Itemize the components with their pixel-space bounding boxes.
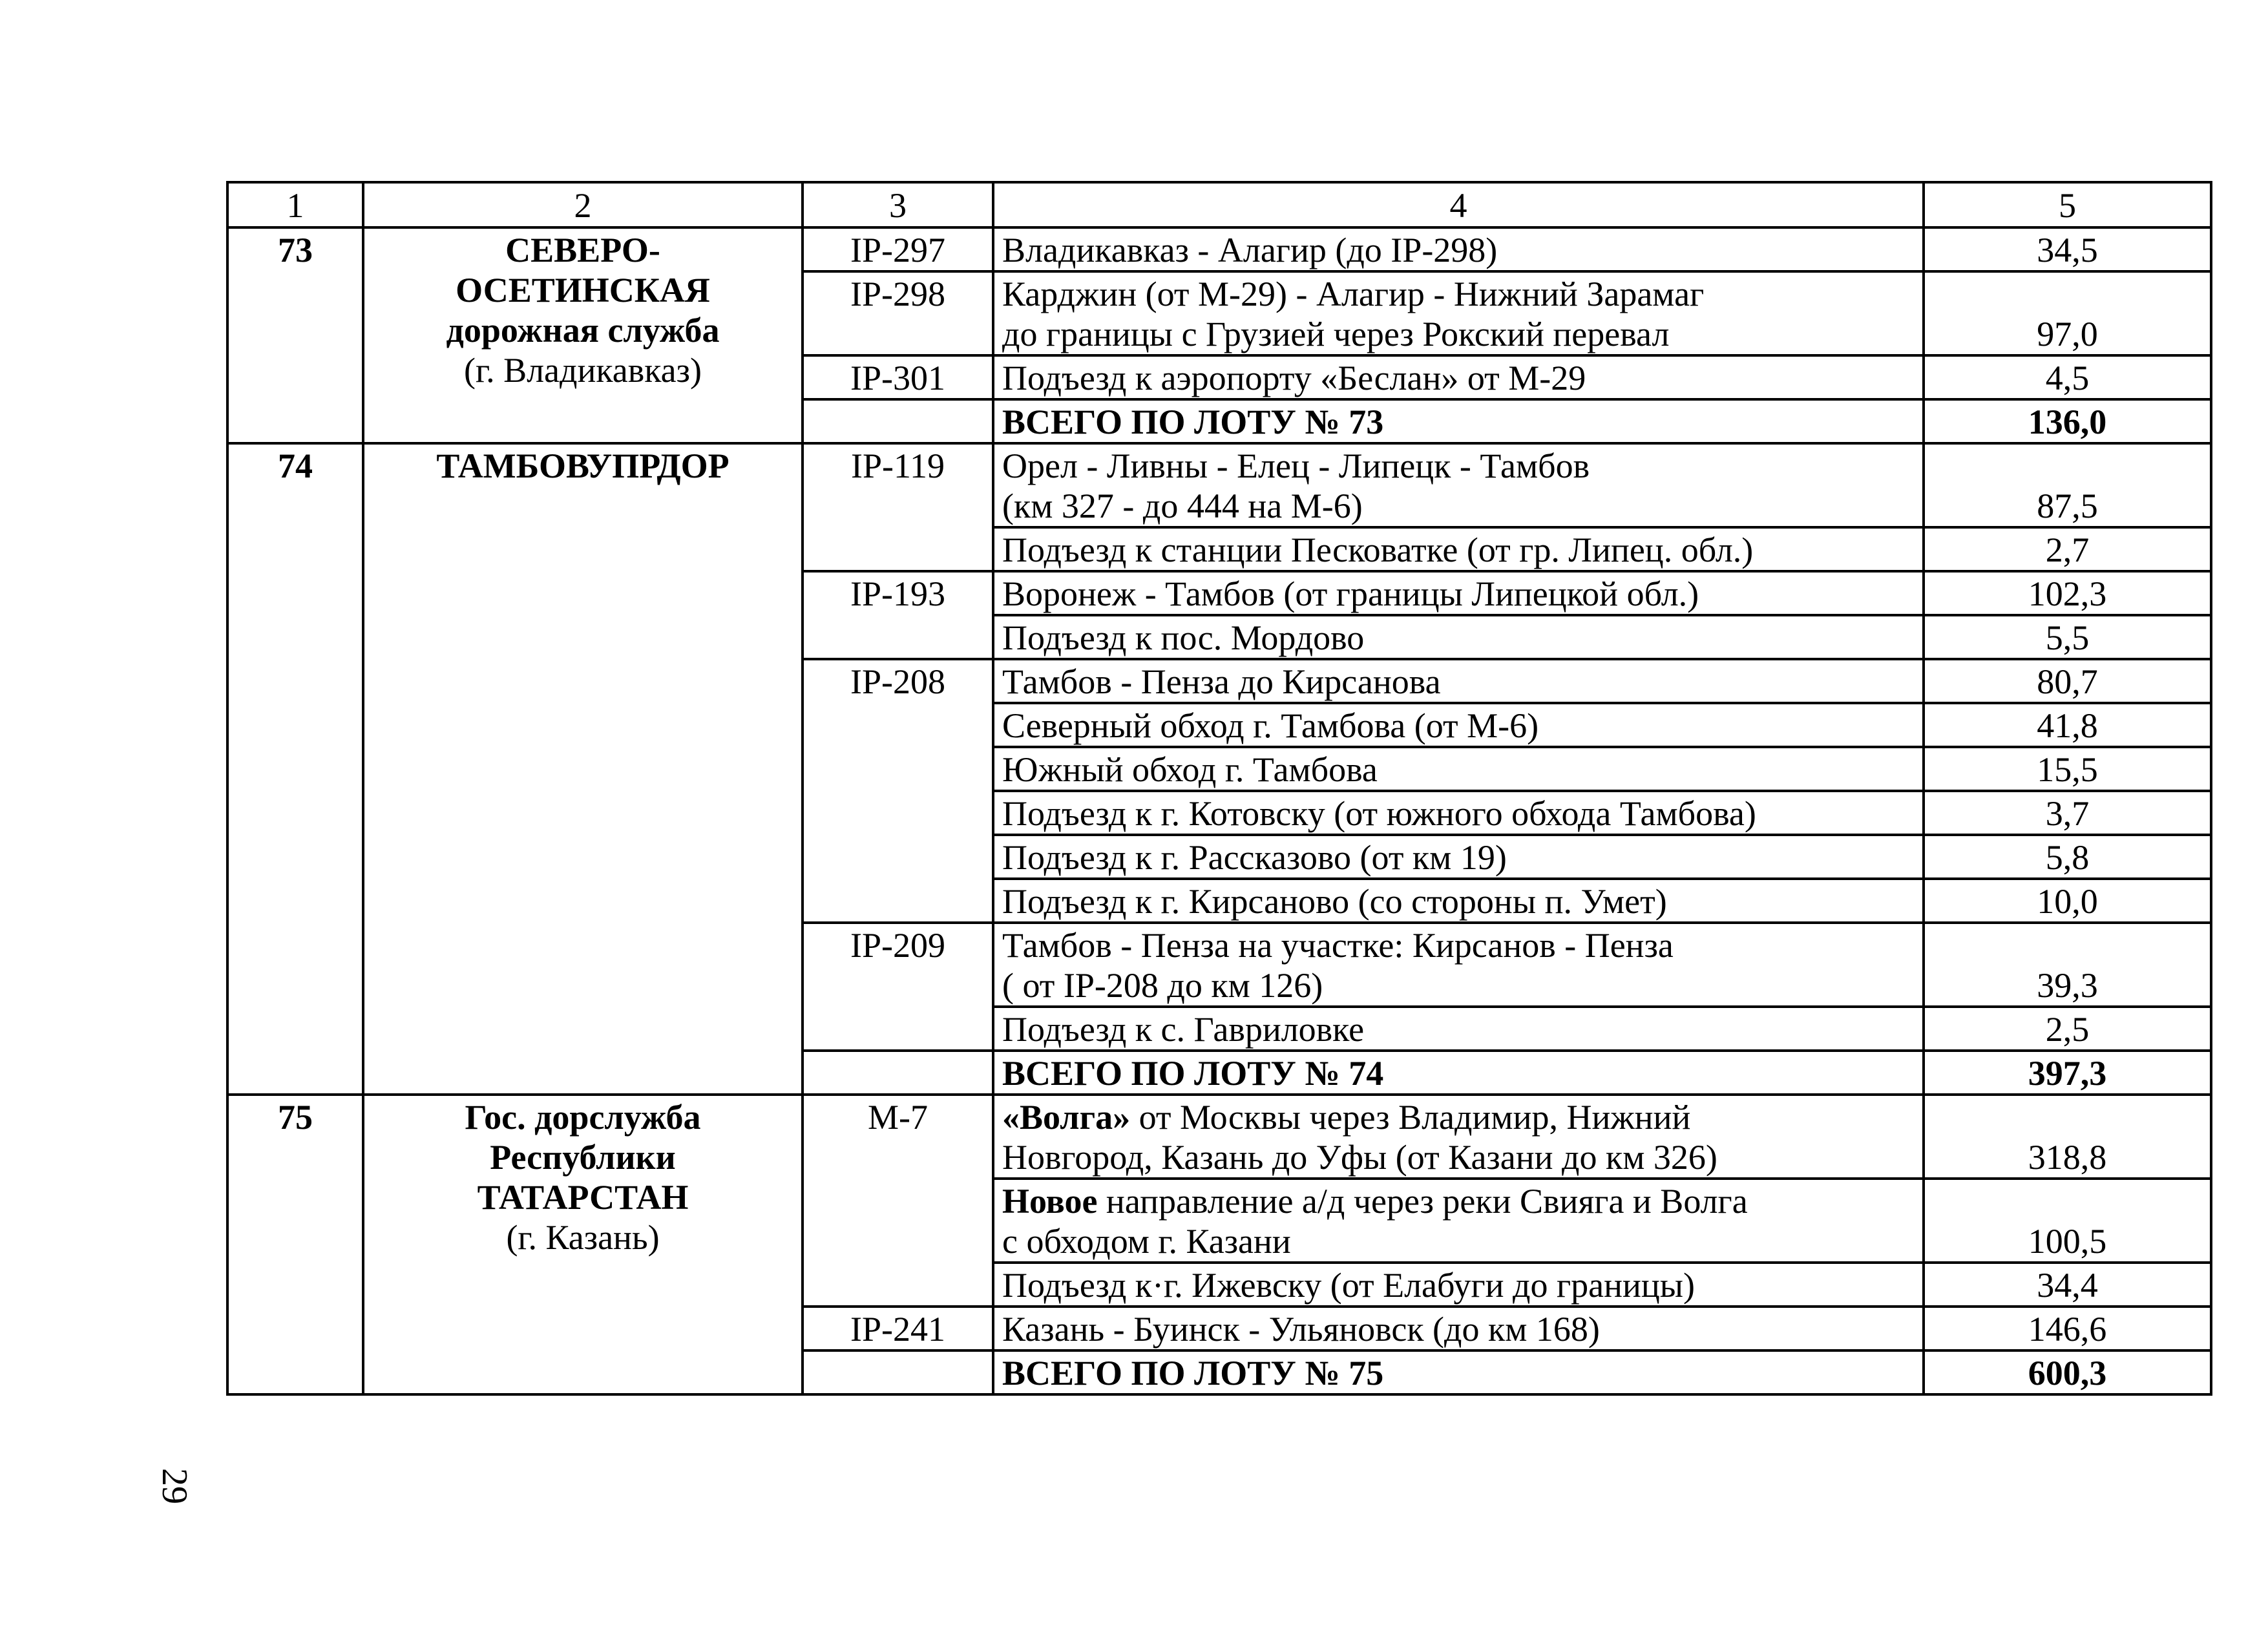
organization-line: ОСЕТИНСКАЯ xyxy=(456,271,710,310)
road-length: 146,6 xyxy=(1924,1307,2211,1350)
road-length: 80,7 xyxy=(1924,659,2211,703)
header-row xyxy=(227,182,2211,227)
lot-organization xyxy=(363,443,803,1095)
road-name-line: Подъезд к пос. Мордово xyxy=(1002,618,1365,657)
road-name-line: до границы с Грузией через Рокский перевал xyxy=(1002,315,1670,353)
road-name-line xyxy=(1002,1097,1915,1137)
road-name xyxy=(993,703,1924,747)
road-length: 2,5 xyxy=(1924,1007,2211,1051)
road-length: 2,7 xyxy=(1924,527,2211,571)
road-name xyxy=(993,879,1924,923)
road-name xyxy=(993,271,1924,355)
road-name-line: Тамбов - Пенза до Кирсанова xyxy=(1002,662,1441,701)
road-name-line: Южный обход г. Тамбова xyxy=(1002,750,1378,789)
road-length: 39,3 xyxy=(1924,923,2211,1007)
lot-organization xyxy=(363,227,803,443)
header-col-5: 5 xyxy=(1924,182,2211,227)
road-name xyxy=(993,1179,1924,1263)
header-col-2: 2 xyxy=(363,182,803,227)
lot-organization xyxy=(363,1095,803,1394)
organization-line: ТАМБОВУПРДОР xyxy=(436,446,730,485)
organization-line: СЕВЕРО- xyxy=(505,231,660,269)
road-code: IP-241 xyxy=(803,1307,993,1350)
total-code-empty xyxy=(803,1350,993,1394)
table-row xyxy=(227,227,2211,271)
header-col-1: 1 xyxy=(227,182,363,227)
road-name-text: от Москвы через Владимир, Нижний xyxy=(1130,1098,1691,1137)
road-name-line: Казань - Буинск - Ульяновск (до км 168) xyxy=(1002,1310,1600,1349)
road-name-line: Северный обход г. Тамбова (от М-6) xyxy=(1002,706,1539,745)
road-name xyxy=(993,615,1924,659)
road-length: 41,8 xyxy=(1924,703,2211,747)
road-name xyxy=(993,1095,1924,1179)
organization-line: (г. Владикавказ) xyxy=(464,351,702,390)
road-name-line: Подъезд к г. Кирсаново (со стороны п. Умет) xyxy=(1002,882,1667,921)
road-name-line: ( от IP-208 до км 126) xyxy=(1002,966,1323,1005)
road-length: 3,7 xyxy=(1924,791,2211,835)
road-name xyxy=(993,571,1924,615)
road-code: М-7 xyxy=(803,1095,993,1307)
organization-line: Гос. дорслужба xyxy=(465,1098,701,1137)
road-name xyxy=(993,355,1924,399)
road-code: IP-119 xyxy=(803,443,993,571)
lot-number: 73 xyxy=(227,227,363,443)
road-code: IP-298 xyxy=(803,271,993,355)
total-code-empty xyxy=(803,399,993,443)
total-code-empty xyxy=(803,1051,993,1095)
road-length: 5,8 xyxy=(1924,835,2211,879)
road-name-line: Орел - Ливны - Елец - Липецк - Тамбов xyxy=(1002,446,1590,485)
header-col-4: 4 xyxy=(993,182,1924,227)
road-name-line: Воронеж - Тамбов (от границы Липецкой обл.) xyxy=(1002,574,1699,613)
road-name xyxy=(993,1307,1924,1350)
road-name xyxy=(993,1007,1924,1051)
total-length: 600,3 xyxy=(1924,1350,2211,1394)
road-name-line: Подъезд к станции Песковатке (от гр. Липец. обл.) xyxy=(1002,530,1754,569)
total-label: ВСЕГО ПО ЛОТУ № 74 xyxy=(993,1051,1924,1095)
road-name-bold: Новое xyxy=(1002,1182,1098,1221)
road-name xyxy=(993,747,1924,791)
organization-line: Республики xyxy=(490,1138,676,1177)
road-name xyxy=(993,659,1924,703)
road-code: IP-208 xyxy=(803,659,993,923)
road-length: 318,8 xyxy=(1924,1095,2211,1179)
road-length: 87,5 xyxy=(1924,443,2211,527)
road-name-line: (км 327 - до 444 на М-6) xyxy=(1002,487,1363,525)
road-length: 34,5 xyxy=(1924,227,2211,271)
total-length: 136,0 xyxy=(1924,399,2211,443)
road-name xyxy=(993,835,1924,879)
roads-table xyxy=(226,181,2212,1396)
road-name-line: Подъезд к с. Гавриловке xyxy=(1002,1010,1365,1049)
road-length: 34,4 xyxy=(1924,1263,2211,1307)
road-name-text: направление а/д через реки Свияга и Волга xyxy=(1097,1182,1748,1221)
road-name xyxy=(993,527,1924,571)
road-name xyxy=(993,443,1924,527)
lot-number: 75 xyxy=(227,1095,363,1394)
table-row xyxy=(227,443,2211,527)
road-name-bold: «Волга» xyxy=(1002,1098,1131,1137)
road-length: 4,5 xyxy=(1924,355,2211,399)
road-code: IP-193 xyxy=(803,571,993,659)
organization-line: дорожная служба xyxy=(446,311,720,350)
road-name xyxy=(993,1263,1924,1307)
road-length: 5,5 xyxy=(1924,615,2211,659)
total-label: ВСЕГО ПО ЛОТУ № 75 xyxy=(993,1350,1924,1394)
road-code: IP-301 xyxy=(803,355,993,399)
road-length: 10,0 xyxy=(1924,879,2211,923)
road-name xyxy=(993,923,1924,1007)
road-name xyxy=(993,791,1924,835)
organization-line: ТАТАРСТАН xyxy=(477,1178,689,1217)
road-code: IP-297 xyxy=(803,227,993,271)
road-length: 102,3 xyxy=(1924,571,2211,615)
road-length: 97,0 xyxy=(1924,271,2211,355)
road-name-line xyxy=(1002,1181,1915,1221)
lot-number: 74 xyxy=(227,443,363,1095)
road-name-line: Подъезд к·г. Ижевску (от Елабуги до границы) xyxy=(1002,1266,1696,1305)
road-name-line: Подъезд к г. Рассказово (от км 19) xyxy=(1002,838,1507,877)
road-name-line: Новгород, Казань до Уфы (от Казани до км 326) xyxy=(1002,1138,1717,1177)
road-name-line: Владикавказ - Алагир (до IP-298) xyxy=(1002,231,1498,269)
road-name xyxy=(993,227,1924,271)
total-label: ВСЕГО ПО ЛОТУ № 73 xyxy=(993,399,1924,443)
road-name-line: Карджин (от М-29) - Алагир - Нижний Зарамаг xyxy=(1002,275,1705,313)
road-name-line: Подъезд к аэропорту «Беслан» от М-29 xyxy=(1002,359,1586,397)
road-code: IP-209 xyxy=(803,923,993,1051)
organization-line: (г. Казань) xyxy=(506,1218,660,1257)
page-number: 29 xyxy=(154,1468,194,1504)
total-length: 397,3 xyxy=(1924,1051,2211,1095)
road-name-line: с обходом г. Казани xyxy=(1002,1222,1291,1261)
road-name-line: Подъезд к г. Котовску (от южного обхода Тамбова) xyxy=(1002,794,1756,833)
header-col-3: 3 xyxy=(803,182,993,227)
table-row xyxy=(227,1095,2211,1179)
road-length: 100,5 xyxy=(1924,1179,2211,1263)
road-name-line: Тамбов - Пенза на участке: Кирсанов - Пенза xyxy=(1002,926,1674,965)
road-length: 15,5 xyxy=(1924,747,2211,791)
